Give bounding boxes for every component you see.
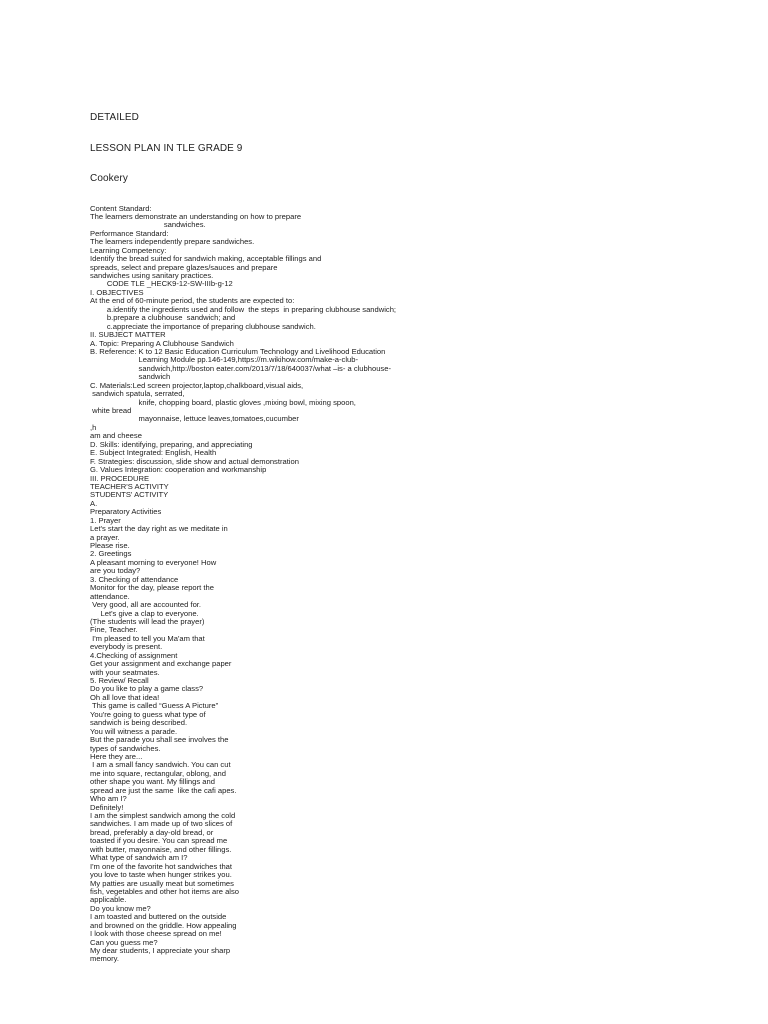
text-line: I'm pleased to tell you Ma'am that (90, 633, 205, 643)
text-line: D. Skills: identifying, preparing, and appreciating (90, 439, 253, 449)
text-line: sandwiches. I am made up of two slices of (90, 819, 233, 829)
text-line: My patties are usually meat but sometimes (90, 878, 234, 888)
text-line: B. Reference: K to 12 Basic Education Curriculum Technology and Livelihood Education (90, 346, 386, 356)
text-line: Monitor for the day, please report the (90, 583, 214, 593)
text-line: The learners independently prepare sandwiches. (90, 237, 255, 247)
text-line: fish, vegetables and other hot items are also (90, 886, 240, 896)
text-line: Definitely! (90, 802, 124, 812)
text-line: A. (90, 498, 98, 508)
text-line: 1. Prayer (90, 515, 121, 525)
text-line: are you today? (90, 566, 141, 576)
text-line: Fine, Teacher. (90, 625, 138, 635)
text-line: A. Topic: Preparing A Clubhouse Sandwich (90, 338, 234, 348)
text-line: mayonnaise, lettuce leaves,tomatoes,cucumber (90, 414, 299, 424)
text-line: other shape you want. My fillings and (90, 777, 215, 787)
text-line: sandwich spatula, serrated, (90, 389, 185, 399)
text-line: Who am I? (90, 794, 127, 804)
text-line: bread, preferably a day-old bread, or (90, 827, 214, 837)
text-line: At the end of 60-minute period, the students are expected to: (90, 296, 295, 306)
text-line: But the parade you shall see involves the (90, 735, 229, 745)
text-line: am and cheese (90, 431, 142, 441)
text-line: I. OBJECTIVES (90, 287, 144, 297)
text-line: The learners demonstrate an understanding on how to prepare (90, 211, 302, 221)
text-line: I am a small fancy sandwich. You can cut (90, 760, 231, 770)
text-line: attendance. (90, 591, 130, 601)
text-line: white bread (90, 406, 132, 415)
text-line: Oh all love that idea! (90, 692, 160, 702)
text-line: Preparatory Activities (90, 507, 162, 517)
text-line: Let's start the day right as we meditate in (90, 524, 228, 534)
text-line: with butter, mayonnaise, and other fillings. (90, 844, 232, 854)
text-line: me into square, rectangular, oblong, and (90, 768, 226, 778)
text-line: Performance Standard: (90, 228, 169, 238)
document-body (90, 205, 690, 964)
lesson-plan-page (90, 93, 690, 964)
text-line: F. Strategies: discussion, slide show and actual demonstration (90, 456, 299, 466)
text-line: knife, chopping board, plastic gloves ,mixing bowl, mixing spoon, (90, 397, 356, 407)
text-line: G. Values Integration: cooperation and workmanship (90, 465, 267, 475)
text-line: 3. Checking of attendance (90, 574, 179, 584)
text-line: II. SUBJECT MATTER (90, 330, 166, 340)
text-line: memory. (90, 954, 119, 964)
text-line: A pleasant morning to everyone! How (90, 557, 217, 567)
document-heading (90, 93, 690, 205)
text-line: 4.Checking of assignment (90, 650, 178, 660)
text-line: sandwiches. (90, 220, 206, 230)
text-line: Very good, all are accounted for. (90, 600, 202, 610)
heading-line: DETAILED (90, 112, 139, 123)
text-line: Learning Competency: (90, 245, 167, 255)
text-line: applicable. (90, 895, 127, 905)
text-line: Content Standard: (90, 203, 152, 213)
text-line: Please rise. (90, 541, 130, 550)
text-line: What type of sandwich am I? (90, 853, 188, 863)
text-line: 5. Review/ Recall (90, 676, 149, 685)
text-line: you love to taste when hunger strikes you. (90, 870, 232, 880)
text-line: TEACHER'S ACTIVITY (90, 481, 169, 491)
text-line: E. Subject Integrated: English, Health (90, 448, 217, 458)
text-line: with your seatmates. (90, 667, 160, 677)
text-line: sandwich is being described. (90, 718, 188, 728)
text-line: C. Materials:Led screen projector,laptop,chalkboard,visual aids, (90, 380, 304, 390)
text-line: spreads, select and prepare glazes/sauces and prepare (90, 262, 278, 272)
text-line: Can you guess me? (90, 937, 158, 947)
text-line: a.identify the ingredients used and follow the steps in preparing clubhouse sandwich; (90, 304, 397, 314)
page-title: LESSON PLAN IN TLE GRADE 9 (90, 142, 243, 154)
text-line: sandwich,http://boston eater.com/2013/7/18/640037/what –is- a clubhouse- (90, 363, 391, 373)
text-line: types of sandwiches. (90, 743, 161, 753)
text-line: Learning Module pp.146-149,https://m.wikihow.com/make-a-club- (90, 355, 359, 365)
text-line: ,h (90, 422, 97, 432)
text-line: c.appreciate the importance of preparing clubhouse sandwich. (90, 321, 316, 331)
text-line: Get your assignment and exchange paper (90, 659, 232, 669)
text-line: Here they are... (90, 751, 143, 761)
text-line: III. PROCEDURE (90, 473, 150, 483)
text-line: everybody is present. (90, 642, 163, 652)
text-line: Do you like to play a game class? (90, 684, 204, 694)
text-line: I look with those cheese spread on me! (90, 929, 222, 939)
text-line: spread are just the same like the cafi apes. (90, 785, 237, 795)
text-line: You're going to guess what type of (90, 709, 206, 719)
text-line: This game is called “Guess A Picture” (90, 701, 219, 711)
text-line: My dear students, I appreciate your sharp (90, 946, 231, 955)
text-line: Do you know me? (90, 903, 151, 913)
text-line: CODE TLE _HECK9-12-SW-IIIb-g-12 (90, 279, 233, 289)
text-line: I am the simplest sandwich among the cold (90, 811, 236, 820)
text-line: I'm one of the favorite hot sandwiches that (90, 861, 233, 871)
text-line: 2. Greetings (90, 549, 132, 559)
text-line: STUDENTS' ACTIVITY (90, 490, 169, 500)
text-line: toasted if you desire. You can spread me (90, 836, 228, 846)
text-line: sandwiches using sanitary practices. (90, 271, 214, 280)
text-line: I am toasted and buttered on the outside (90, 912, 227, 922)
text-line: and browned on the griddle. How appealing (90, 920, 237, 930)
text-line: Let's give a clap to everyone. (90, 608, 199, 618)
subject-title: Cookery (90, 173, 128, 184)
text-line: sandwich (90, 372, 171, 382)
text-line: Identify the bread suited for sandwich making, acceptable fillings and (90, 254, 322, 264)
text-line: b.prepare a clubhouse sandwich; and (90, 313, 236, 323)
text-line: (The students will lead the prayer) (90, 616, 205, 626)
text-line: a prayer. (90, 532, 120, 542)
text-line: You will witness a parade. (90, 726, 178, 736)
